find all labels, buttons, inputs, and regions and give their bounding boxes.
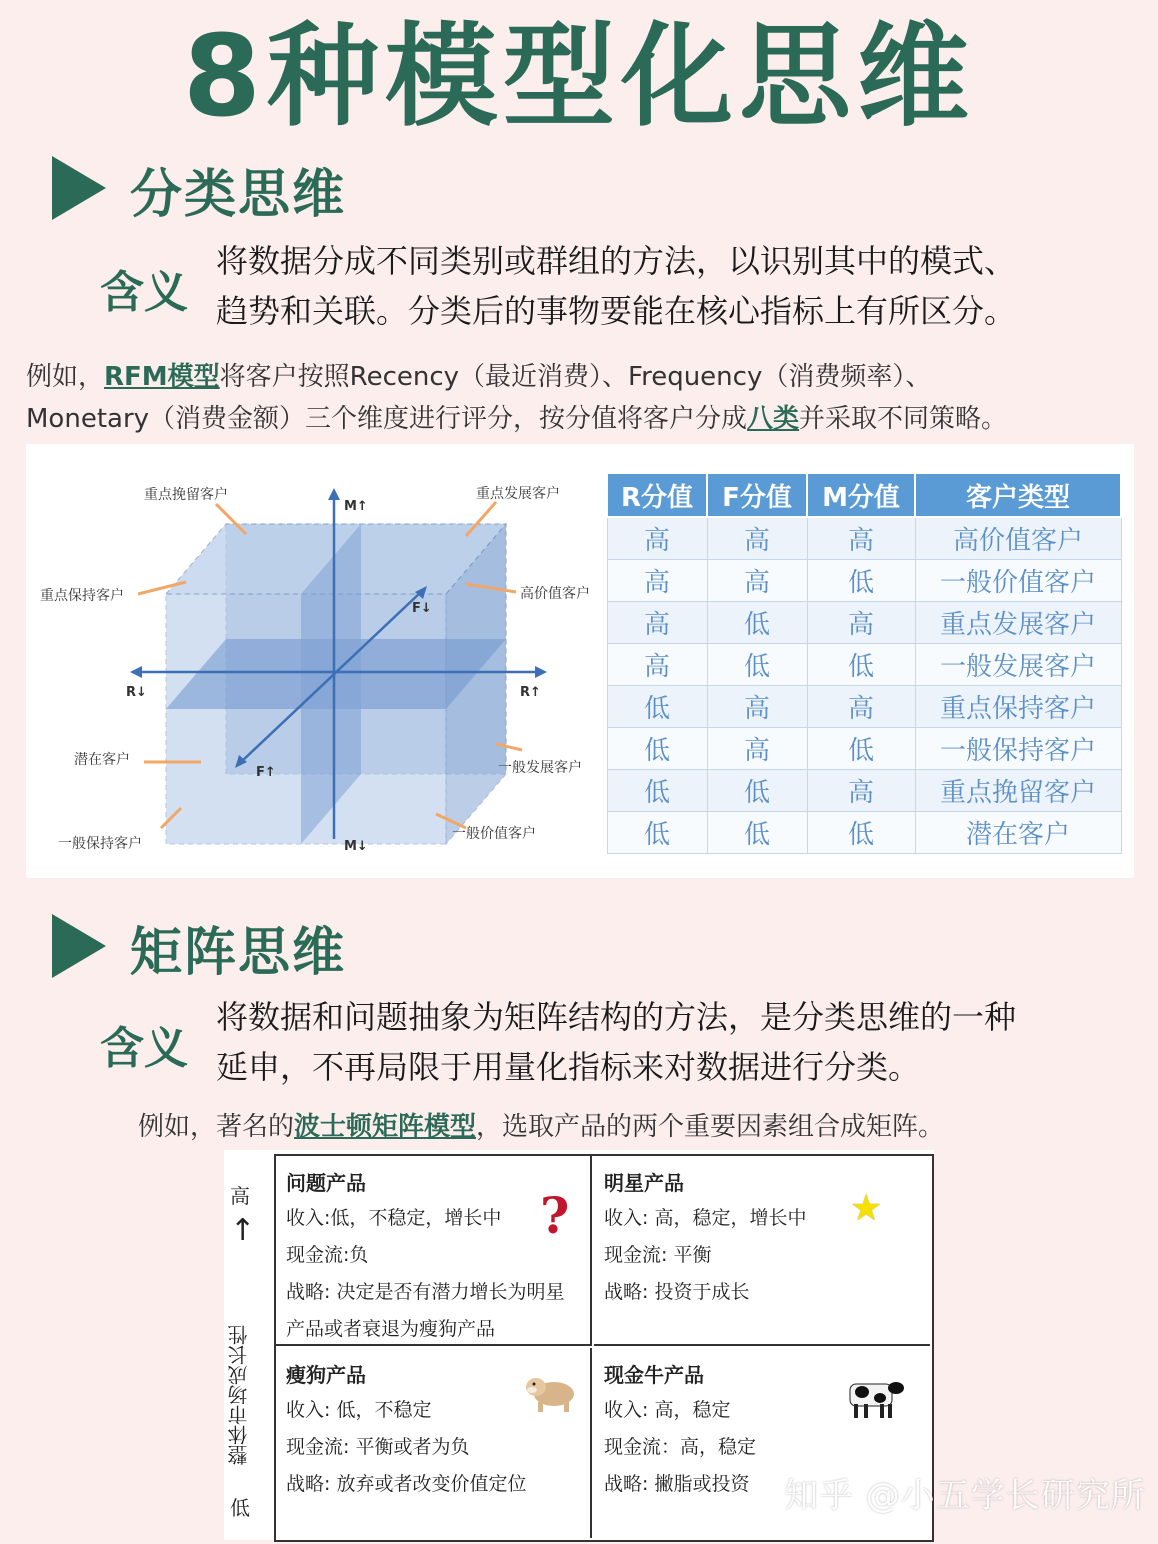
quadrant-question-mark: 问题产品 收入:低，不稳定，增长中 现金流:负 战略: 决定是否有潜力增长为明星 产品或者衰退为瘦狗产品 ? (276, 1156, 592, 1346)
meaning-line: 趋势和关联。分类后的事物要能在核心指标上有所区分。 (216, 292, 1017, 330)
axis-m-down: M↓ (344, 839, 368, 854)
example-paragraph: 例如，著名的波士顿矩阵模型，选取产品的两个重要因素组合成矩阵。 (138, 1112, 945, 1142)
meaning-text (216, 992, 1116, 1092)
meaning-line: 延申，不再局限于用量化指标来对数据进行分类。 (216, 1048, 921, 1086)
arrow-up-icon: ↑ (230, 1213, 256, 1248)
table-row: 高 低 高 重点发展客户 (607, 602, 1121, 644)
rfm-model-link[interactable]: RFM模型 (104, 362, 220, 392)
table-row: 低 高 低 一般保持客户 (607, 728, 1121, 770)
bcg-matrix-link[interactable]: 波士顿矩阵模型 (294, 1112, 477, 1142)
quadrant-star: 明星产品 收入: 高，稳定，增长中 现金流: 平衡 战略: 投资于成长 ★ (594, 1156, 930, 1346)
star-icon: ★ (850, 1188, 883, 1229)
label-important-retain: 重点挽留客户 (144, 487, 228, 503)
meaning-label: 含义 (100, 267, 188, 318)
table-row: 高 低 低 一般发展客户 (607, 644, 1121, 686)
table-row: 低 低 低 潜在客户 (607, 812, 1121, 854)
label-general-keep: 一般保持客户 (58, 836, 142, 852)
rfm-panel (26, 444, 1134, 878)
axis-high-label: 高 (230, 1184, 250, 1208)
dog-icon (522, 1372, 582, 1414)
question-mark-icon: ? (540, 1186, 570, 1245)
section-title: 矩阵思维 (130, 923, 347, 983)
table-row: 高 高 高 高价值客户 (607, 517, 1121, 560)
section-title: 分类思维 (130, 165, 347, 225)
meaning-line: 将数据分成不同类别或群组的方法，以识别其中的模式、 (216, 242, 1017, 280)
cow-icon (840, 1376, 906, 1420)
rfm-table (606, 472, 1122, 854)
bcg-y-axis (224, 1150, 274, 1540)
example-paragraph: 例如，RFM模型将客户按照Recency（最近消费）、Frequency（消费频率）、 Monetary（消费金额）三个维度进行评分，按分值将客户分成八类并采取不同策略。 (26, 362, 1008, 434)
axis-m-up: M↑ (344, 499, 368, 514)
label-general-value: 一般价值客户 (452, 826, 536, 842)
triangle-bullet-icon (52, 156, 106, 220)
quadrant-dog: 瘦狗产品 收入: 低，不稳定 现金流: 平衡或者为负 战略: 放弃或者改变价值定位 (276, 1348, 592, 1538)
triangle-bullet-icon (52, 914, 106, 978)
table-row: 低 低 高 重点挽留客户 (607, 770, 1121, 812)
label-potential: 潜在客户 (74, 752, 130, 768)
meaning-line: 将数据和问题抽象为矩阵结构的方法，是分类思维的一种 (216, 998, 1017, 1036)
meaning-text (216, 236, 1116, 336)
label-important-keep: 重点保持客户 (40, 588, 124, 604)
eight-types-link[interactable]: 八类 (747, 404, 800, 434)
axis-r-down: R↓ (126, 685, 147, 700)
table-header: 客户类型 (915, 473, 1121, 517)
axis-f-up: F↑ (256, 765, 276, 780)
rfm-cube-diagram (26, 444, 606, 878)
axis-title: 整体市场成长性 (227, 1325, 251, 1465)
axis-low-label: 低 (230, 1496, 250, 1520)
axis-f-down: F↓ (412, 601, 432, 616)
axis-r-up: R↑ (520, 685, 541, 700)
table-row: 高 高 低 一般价值客户 (607, 560, 1121, 602)
label-general-develop: 一般发展客户 (498, 760, 582, 776)
meaning-label: 含义 (100, 1023, 188, 1074)
label-high-value: 高价值客户 (520, 586, 590, 602)
table-row: 低 高 高 重点保持客户 (607, 686, 1121, 728)
table-header: F分值 (707, 473, 807, 517)
watermark: 知乎 @小五学长研究所 (784, 1476, 1146, 1516)
label-important-develop: 重点发展客户 (476, 486, 560, 502)
table-header: R分值 (607, 473, 707, 517)
page-title: 8种模型化思维 (183, 12, 975, 142)
quadrant-cash-cow: 现金牛产品 收入: 高，稳定 现金流：高，稳定 战略: 撇脂或投资 (594, 1348, 930, 1538)
table-header-row (607, 473, 1121, 517)
table-header: M分值 (807, 473, 915, 517)
